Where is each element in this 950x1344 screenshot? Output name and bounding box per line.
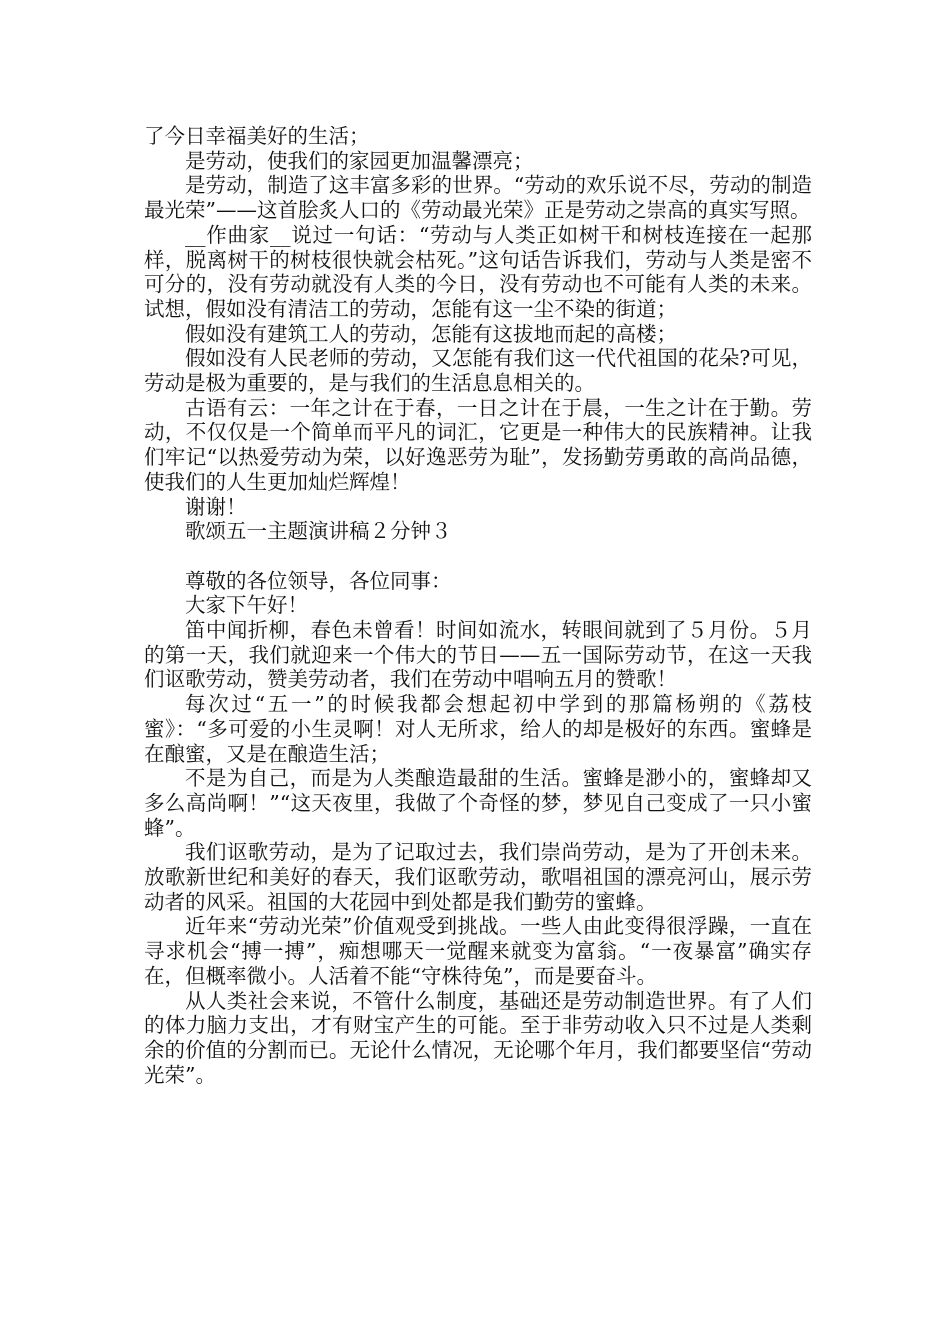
paragraph: 假如没有人民老师的劳动，又怎能有我们这一代代祖国的花朵?可见，劳动是极为重要的，是与我们的生活息息相关的。 (144, 346, 812, 396)
blank-line (144, 544, 812, 569)
paragraph: 不是为自己，而是为人类酿造最甜的生活。蜜蜂是渺小的，蜜蜂却又多么高尚啊！”“这天夜里，我做了个奇怪的梦，梦见自己变成了一只小蜜蜂”。 (144, 766, 812, 840)
paragraph: 近年来“劳动光荣”价值观受到挑战。一些人由此变得很浮躁，一直在寻求机会“搏一搏”，痴想哪天一觉醒来就变为富翁。“一夜暴富”确实存在，但概率微小。人活着不能“守株待兔”，而是要奋斗。 (144, 914, 812, 988)
paragraph: 假如没有建筑工人的劳动，怎能有这拔地而起的高楼； (185, 321, 677, 346)
paragraph: 从人类社会来说，不管什么制度，基础还是劳动制造世界。有了人们的体力脑力支出，才有财宝产生的可能。至于非劳动收入只不过是人类剩余的价值的分割而已。无论什么情况，无论哪个年月，我们都要坚信“劳动光荣”。 (144, 988, 812, 1087)
section-heading: 歌颂五一主题演讲稿２分钟３ (185, 519, 452, 544)
paragraph: 是劳动，制造了这丰富多彩的世界。“劳动的欢乐说不尽，劳动的制造最光荣”——这首脍炙人口的《劳动最光荣》正是劳动之崇高的真实写照。 (144, 173, 812, 223)
paragraph: 笛中闻折柳，春色未曾看！时间如流水，转眼间就到了５月份。５月的第一天，我们就迎来一个伟大的节日——五一国际劳动节，在这一天我们讴歌劳动，赞美劳动者，我们在劳动中唱响五月的赞歌！ (144, 618, 812, 692)
paragraph: 了今日幸福美好的生活； (144, 124, 370, 148)
salutation: 尊敬的各位领导，各位同事： (185, 568, 452, 593)
paragraph: 我们讴歌劳动，是为了记取过去，我们崇尚劳动，是为了开创未来。放歌新世纪和美好的春天，我们讴歌劳动，歌唱祖国的漂亮河山，展示劳动者的风采。祖国的大花园中到处都是我们勤劳的蜜蜂。 (144, 840, 812, 914)
greeting: 大家下午好！ (185, 593, 308, 618)
paragraph: 每次过“五一”的时候我都会想起初中学到的那篇杨朔的《荔枝蜜》：“多可爱的小生灵啊！对人无所求，给人的却是极好的东西。蜜蜂是在酿蜜，又是在酿造生活； (144, 692, 812, 766)
paragraph: __作曲家__说过一句话：“劳动与人类正如树干和树枝连接在一起那样，脱离树干的树枝很快就会枯死。”这句话告诉我们，劳动与人类是密不可分的，没有劳动就没有人类的今日，没有劳动也不可能有人类的未来。试想，假如没有清洁工的劳动，怎能有这一尘不染的街道； (144, 222, 812, 321)
document-body (144, 124, 812, 1087)
paragraph: 古语有云：一年之计在于春，一日之计在于晨，一生之计在于勤。劳动，不仅仅是一个简单而平凡的词汇，它更是一种伟大的民族精神。让我们牢记“以热爱劳动为荣，以好逸恶劳为耻”，发扬勤劳勇敢的高尚品德，使我们的人生更加灿烂辉煌！ (144, 395, 812, 494)
paragraph: 是劳动，使我们的家园更加温馨漂亮； (185, 148, 534, 173)
closing-thanks: 谢谢！ (185, 494, 247, 519)
